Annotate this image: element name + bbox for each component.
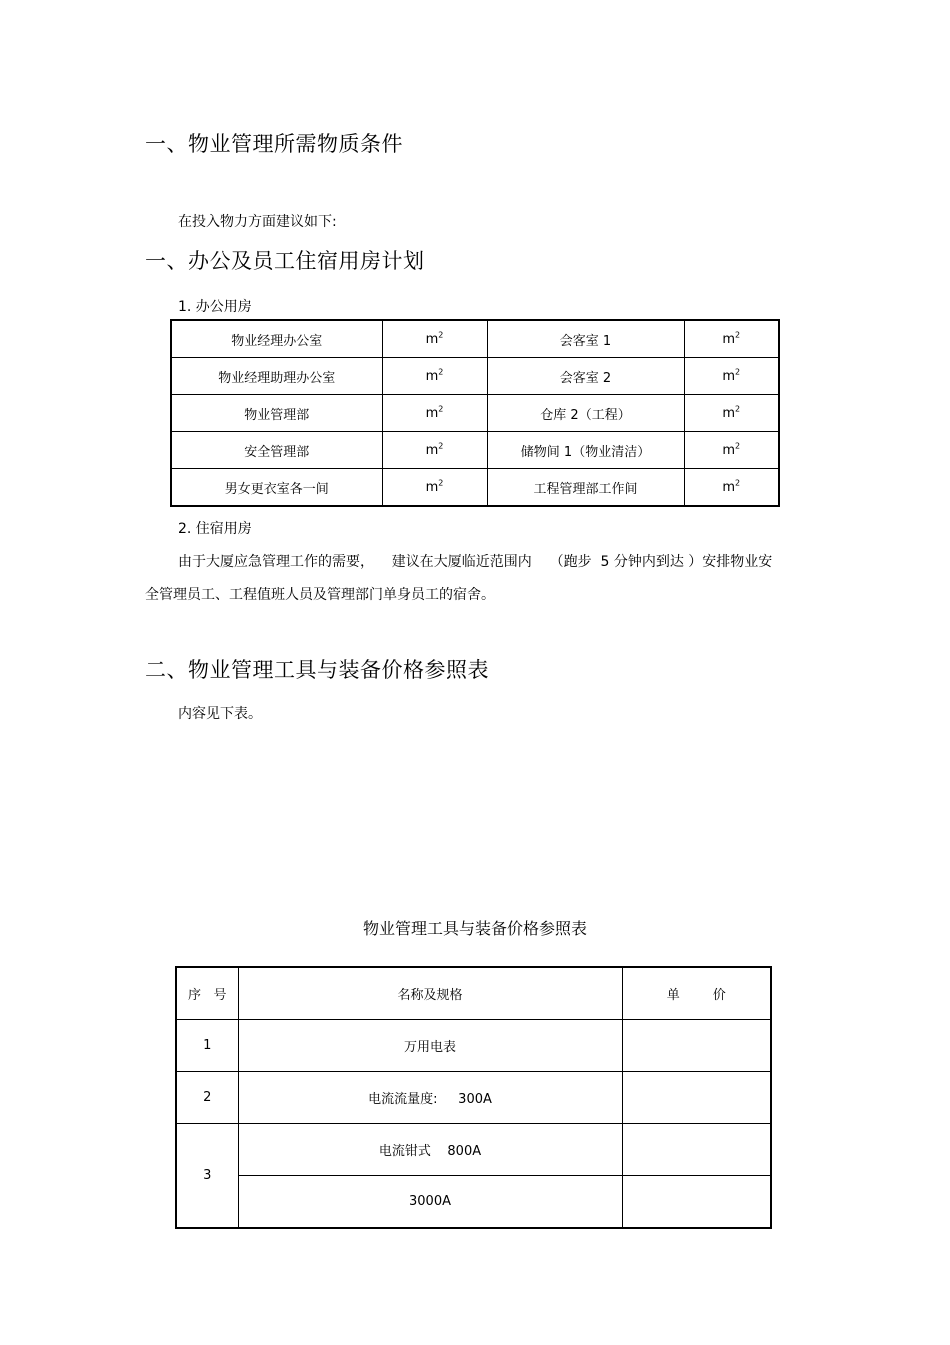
table-row [171,432,779,469]
row-name: 万用电表 [238,1020,622,1072]
table-row [176,1020,771,1072]
table-row [176,1124,771,1176]
row-price [622,1020,771,1072]
room-area-unit: $m^2$ [382,469,487,507]
room-area-unit: $m^2$ [382,358,487,395]
header-no: 序 号 [176,967,238,1020]
room-name: 物业管理部 [171,395,382,432]
header-name: 名称及规格 [238,967,622,1020]
see-table-text: 内容见下表。 [178,706,262,722]
table-row [171,358,779,395]
table-row [176,1072,771,1124]
room-area-unit: $m^2$ [684,395,779,432]
row-name: 3000A [238,1176,622,1229]
dorm-text-line-1: 由于大厦应急管理工作的需要， 建议在大厦临近范围内 （跑步 5 分钟内到达 ）安排物业安 [178,554,773,570]
room-name: 仓库 2（工程） [487,395,684,432]
row-price [622,1124,771,1176]
room-area-unit: $m^2$ [382,395,487,432]
row-name: 电流流量度: 300A [238,1072,622,1124]
room-name: 安全管理部 [171,432,382,469]
table-header-row [176,967,771,1020]
room-name: 物业经理办公室 [171,320,382,358]
room-name: 会客室 1 [487,320,684,358]
row-name: 电流钳式 800A [238,1124,622,1176]
row-no: 3 [176,1124,238,1229]
office-room-table [170,319,780,507]
room-area-unit: $m^2$ [684,320,779,358]
office-label: 1. 办公用房 [178,299,252,315]
section-heading-3: 二、物业管理工具与装备价格参照表 [145,658,489,682]
table-row [171,320,779,358]
room-name: 男女更衣室各一间 [171,469,382,507]
room-area-unit: $m^2$ [684,358,779,395]
room-area-unit: $m^2$ [684,469,779,507]
section-heading-1: 一、物业管理所需物质条件 [145,132,403,156]
room-name: 会客室 2 [487,358,684,395]
tools-price-table [175,966,772,1229]
room-name: 物业经理助理办公室 [171,358,382,395]
row-no: 2 [176,1072,238,1124]
intro-text: 在投入物力方面建议如下: [178,214,337,230]
row-price [622,1072,771,1124]
room-area-unit: $m^2$ [382,320,487,358]
room-name: 工程管理部工作间 [487,469,684,507]
tools-table-caption: 物业管理工具与装备价格参照表 [362,919,587,938]
table-row [176,1176,771,1229]
row-no: 1 [176,1020,238,1072]
room-area-unit: $m^2$ [684,432,779,469]
table-row [171,469,779,507]
row-price [622,1176,771,1229]
table-row [171,395,779,432]
room-area-unit: $m^2$ [382,432,487,469]
dorm-label: 2. 住宿用房 [178,521,252,537]
room-name: 储物间 1（物业清洁） [487,432,684,469]
header-price: 单 价 [622,967,771,1020]
section-heading-2: 一、办公及员工住宿用房计划 [145,249,425,273]
dorm-text-line-2: 全管理员工、工程值班人员及管理部门单身员工的宿舍。 [145,587,495,603]
